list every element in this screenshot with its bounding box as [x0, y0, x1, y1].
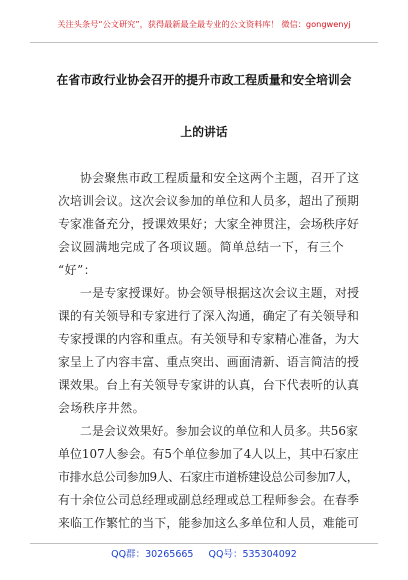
footer-contacts	[30, 548, 378, 562]
body-line-14: 市排水总公司参加9人、石家庄市道桥建设总公司参加7人，	[58, 470, 359, 484]
body-line-7: 课的有关领导和专家进行了深入沟通，确定了有关领导和	[58, 309, 360, 323]
body-line-1: 协会聚焦市政工程质量和安全这两个主题，召开了这	[80, 171, 360, 185]
header-banner: 关注头条号“公文研究”，获得最新最全最专业的公文资料库！ 微信：gongwenyj	[57, 19, 351, 29]
body-line-8: 专家授课的内容和重点。有关领导和专家精心准备，为大	[58, 332, 360, 346]
footer-qq-number: QQ号：535304092	[208, 549, 297, 560]
body-line-6: 一是专家授课好。协会领导根据这次会议主题，对授	[80, 286, 360, 300]
footer-qq-group: QQ群：30265665	[111, 549, 194, 560]
header-divider	[30, 42, 378, 43]
body-line-3: 专家准备充分，授课效果好；大家全神贯注，会场秩序好	[58, 217, 360, 231]
document-title-continued: 上的讲话	[180, 125, 228, 139]
document-title: 在省市政行业协会召开的提升市政工程质量和安全培训会	[56, 73, 352, 87]
body-line-10: 课效果。台上有关领导专家讲的认真，台下代表听的认真	[58, 378, 360, 392]
footer-divider	[30, 543, 378, 544]
body-line-15: 有十余位公司总经理或副总经理或总工程师参会。在春季	[58, 493, 360, 507]
body-line-9: 家呈上了内容丰富、重点突出、画面清新、语言简洁的授	[58, 355, 360, 369]
body-line-12: 二是会议效果好。参加会议的单位和人员多。共56家	[80, 424, 358, 438]
body-line-5: “好”：	[58, 263, 97, 277]
body-line-11: 会场秩序井然。	[58, 401, 146, 415]
body-line-2: 次培训会议。这次会议参加的单位和人员多，超出了预期	[58, 194, 360, 208]
body-line-16: 来临工作繁忙的当下，能参加这么多单位和人员，难能可	[58, 516, 360, 530]
body-line-4: 会议圆满地完成了各项议题。简单总结一下，有三个	[58, 240, 345, 254]
body-line-13: 单位107人参会。有5个单位参加了4人以上，其中石家庄	[58, 447, 359, 461]
